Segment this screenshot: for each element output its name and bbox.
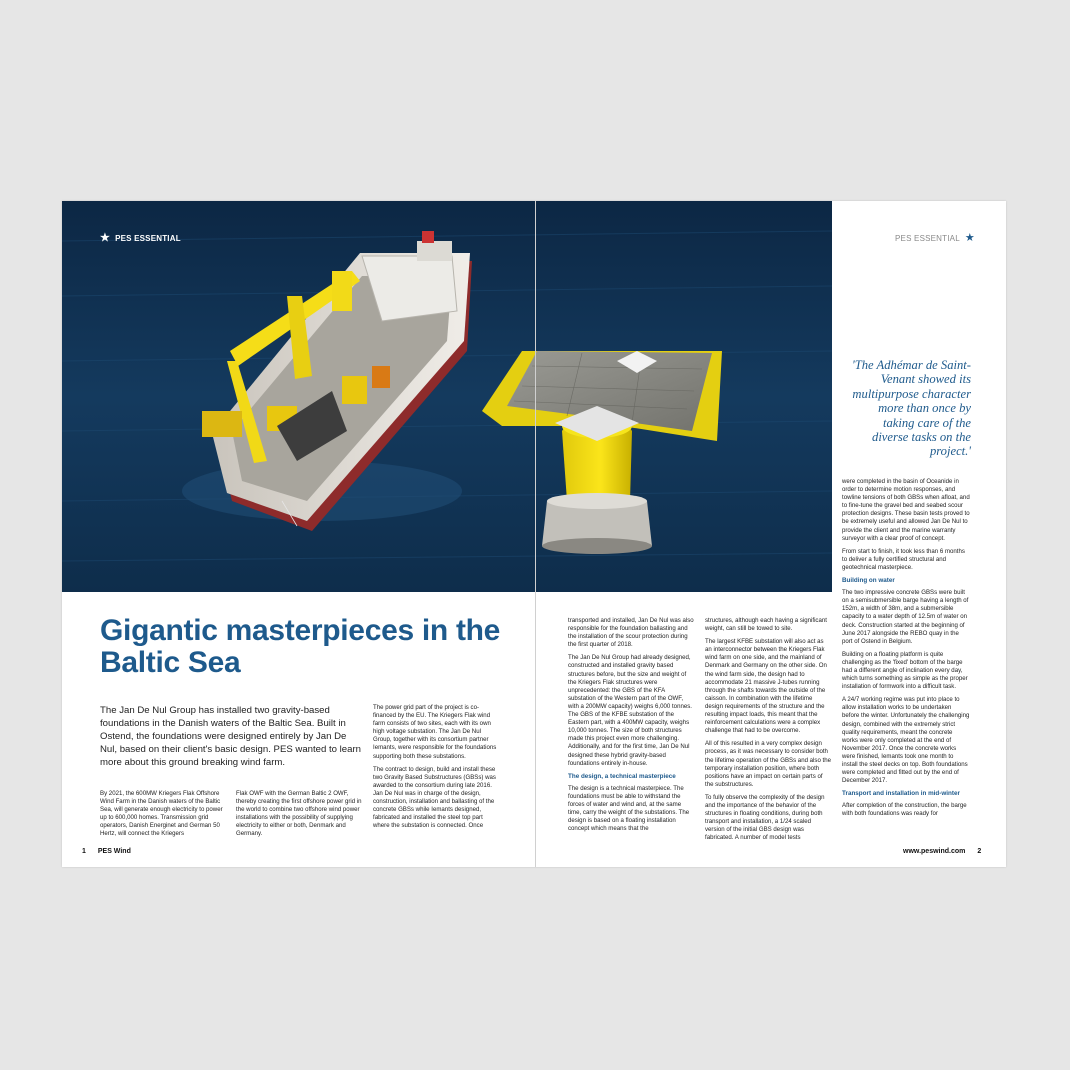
star-icon: ★ (100, 232, 111, 244)
pull-quote: 'The Adhémar de Saint-Venant showed its multipurpose character more than once by taking care of the diverse tasks on the project.' (852, 358, 971, 459)
footer-left (82, 848, 131, 855)
section-tag-right (895, 233, 975, 244)
body-column-2 (236, 790, 364, 844)
paragraph: The largest KFBE substation will also act as an interconnector between the Kriegers Flak wind farm on one side, and the mainland of Denmark and Germany on the other side. On the wind farm side, the design had to accommodate 21 massive J-tubes running through the shafts towards the outside of the caisson. In combination with the lifetime design requirements of the structure and the resulting impact loads, this meant that the reinforcement calculations were a complex challenge that had to be overcome. (705, 638, 827, 735)
paragraph: structures, although each having a significant weight, can still be towed to site. (705, 617, 827, 633)
page-gutter (535, 201, 536, 867)
paragraph: Flak OWF with the German Baltic 2 OWF, thereby creating the first offshore power grid in the world to combine two offshore wind power installations with the possibility of supplying electricity to either or both, Denmark and Germany. (236, 790, 362, 838)
subheading: Transport and installation in mid-winter (842, 790, 960, 798)
website-url: www.peswind.com (903, 848, 966, 855)
subheading: Building on water (842, 577, 895, 585)
page-number: 2 (977, 848, 982, 855)
paragraph: Building on a floating platform is quite challenging as the 'fixed' bottom of the barge had a different angle of inclination every day, which turns something as simple as the proper installation of formwork into a difficult task. (842, 650, 968, 691)
paragraph: The design is a technical masterpiece. The foundations must be able to withstand the forces of water and wind and, at the same time, carry the weight of the substations. The design is based on a floating installation concept which means that the (568, 784, 690, 833)
body-column-3 (373, 704, 501, 835)
body-column-1 (100, 790, 228, 844)
paragraph: The contract to design, build and install these two Gravity Based Substructures (GBSs) was awarded to the consortium during late 2016. Jan De Nul was in charge of the design, construction, installation and ballasting of the concrete GBSs while Iemants designed, fabricated and installed the steel top part where the substation is connected. Once (373, 765, 496, 830)
paragraph: transported and installed, Jan De Nul was also responsible for the foundation ballasting and the installation of the scour protection during the first quarter of 2018. (568, 617, 694, 649)
section-tag-left (100, 233, 181, 244)
body-column-5 (705, 617, 831, 847)
page-number: 1 (82, 848, 86, 855)
section-tag-label: PES ESSENTIAL (895, 234, 960, 243)
body-column-4 (568, 617, 694, 838)
article-standfirst: The Jan De Nul Group has installed two gravity-based foundations in the Danish waters of the Baltic Sea. Built in Ostend, the foundations were designed entirely by Jan De Nul, based on their client's basic design. PES wanted to learn more about this ground breaking wind farm. (100, 705, 362, 768)
paragraph: The two impressive concrete GBSs were built on a semisubmersible barge having a length of 152m, a width of 38m, and a submersible capacity to a water depth of 12.5m of water on deck. Construction started at the beginning of June 2017 alongside the REBO quay in the port of Ostend in Belgium. (842, 589, 969, 645)
paragraph: The Jan De Nul Group had already designed, constructed and installed gravity based structures before, but the size and weight of the Kriegers Flak structures were unprecedented: the GBS of the KFA substation of the Western part of the OWF, with a 200MW capacity) weighs 6,000 tonnes. The GBS of the KFBE substation of the Eastern part, with a 400MW capacity, weighs 10,000 tonnes. The size of both structures made this project even more challenging. Additionally, and for the first time, Jan De Nul designed these hybrid gravity-based foundations entirely in-house. (568, 654, 692, 767)
star-icon: ★ (964, 232, 975, 244)
paragraph: From start to finish, it took less than 6 months to deliver a fully certified structural and geotechnical masterpiece. (842, 547, 965, 571)
paragraph: By 2021, the 600MW Kriegers Flak Offshore Wind Farm in the Danish waters of the Baltic Sea, will generate enough electricity to power up to 600,000 homes. Transmission grid operators, Danish Energinet and German 50 Hertz, will connect the Kriegers (100, 790, 223, 838)
body-column-6 (842, 478, 970, 824)
subheading: The design, a technical masterpiece (568, 772, 676, 780)
paragraph: were completed in the basin of Oceanide in order to determine motion responses, and towline tensions of both GBSs when afloat, and to fine-tune the gravel bed and seabed scour protection designs. These basin tests proved to be extremely useful and allowed Jan De Nul to provide the client and the marine warranty surveyor with a clear proof of concept. (842, 478, 970, 542)
hero-photo-ship-and-foundation (62, 201, 832, 592)
paragraph: The power grid part of the project is co-financed by the EU. The Kriegers Flak wind farm consists of two sites, each with its own high voltage substation. The Jan De Nul Group, together with its consortium partner Iemants, were responsible for the foundations supporting both these substations. (373, 704, 497, 760)
footer-right (903, 848, 981, 855)
paragraph: A 24/7 working regime was put into place to allow installation works to be undertaken before the winter. Unfortunately the challenging design, combined with the extremely strict quality requirements, meant the concrete works were only completed at the end of November 2017. Once the concrete works were finished, Iemants took one month to install the steel decks on top. Both foundations were completed and fitted out by the end of December 2017. (842, 696, 970, 785)
article-headline: Gigantic masterpieces in the Baltic Sea (100, 614, 501, 679)
paragraph: To fully observe the complexity of the design and the importance of the behavior of the structures in floating conditions, during both transport and installation, a 1/24 scaled version of the initial GBS design was fabricated. A number of model tests (705, 793, 825, 842)
section-tag-label: PES ESSENTIAL (115, 234, 181, 243)
magazine-name: PES Wind (97, 848, 131, 855)
paragraph: All of this resulted in a very complex design process, as it was necessary to consider both the lifetime operation of the GBSs and also the temporary installation position, where both positions have an impact on certain parts of the substructures. (705, 740, 832, 788)
paragraph: After completion of the construction, the barge with both foundations was ready for (842, 802, 967, 818)
